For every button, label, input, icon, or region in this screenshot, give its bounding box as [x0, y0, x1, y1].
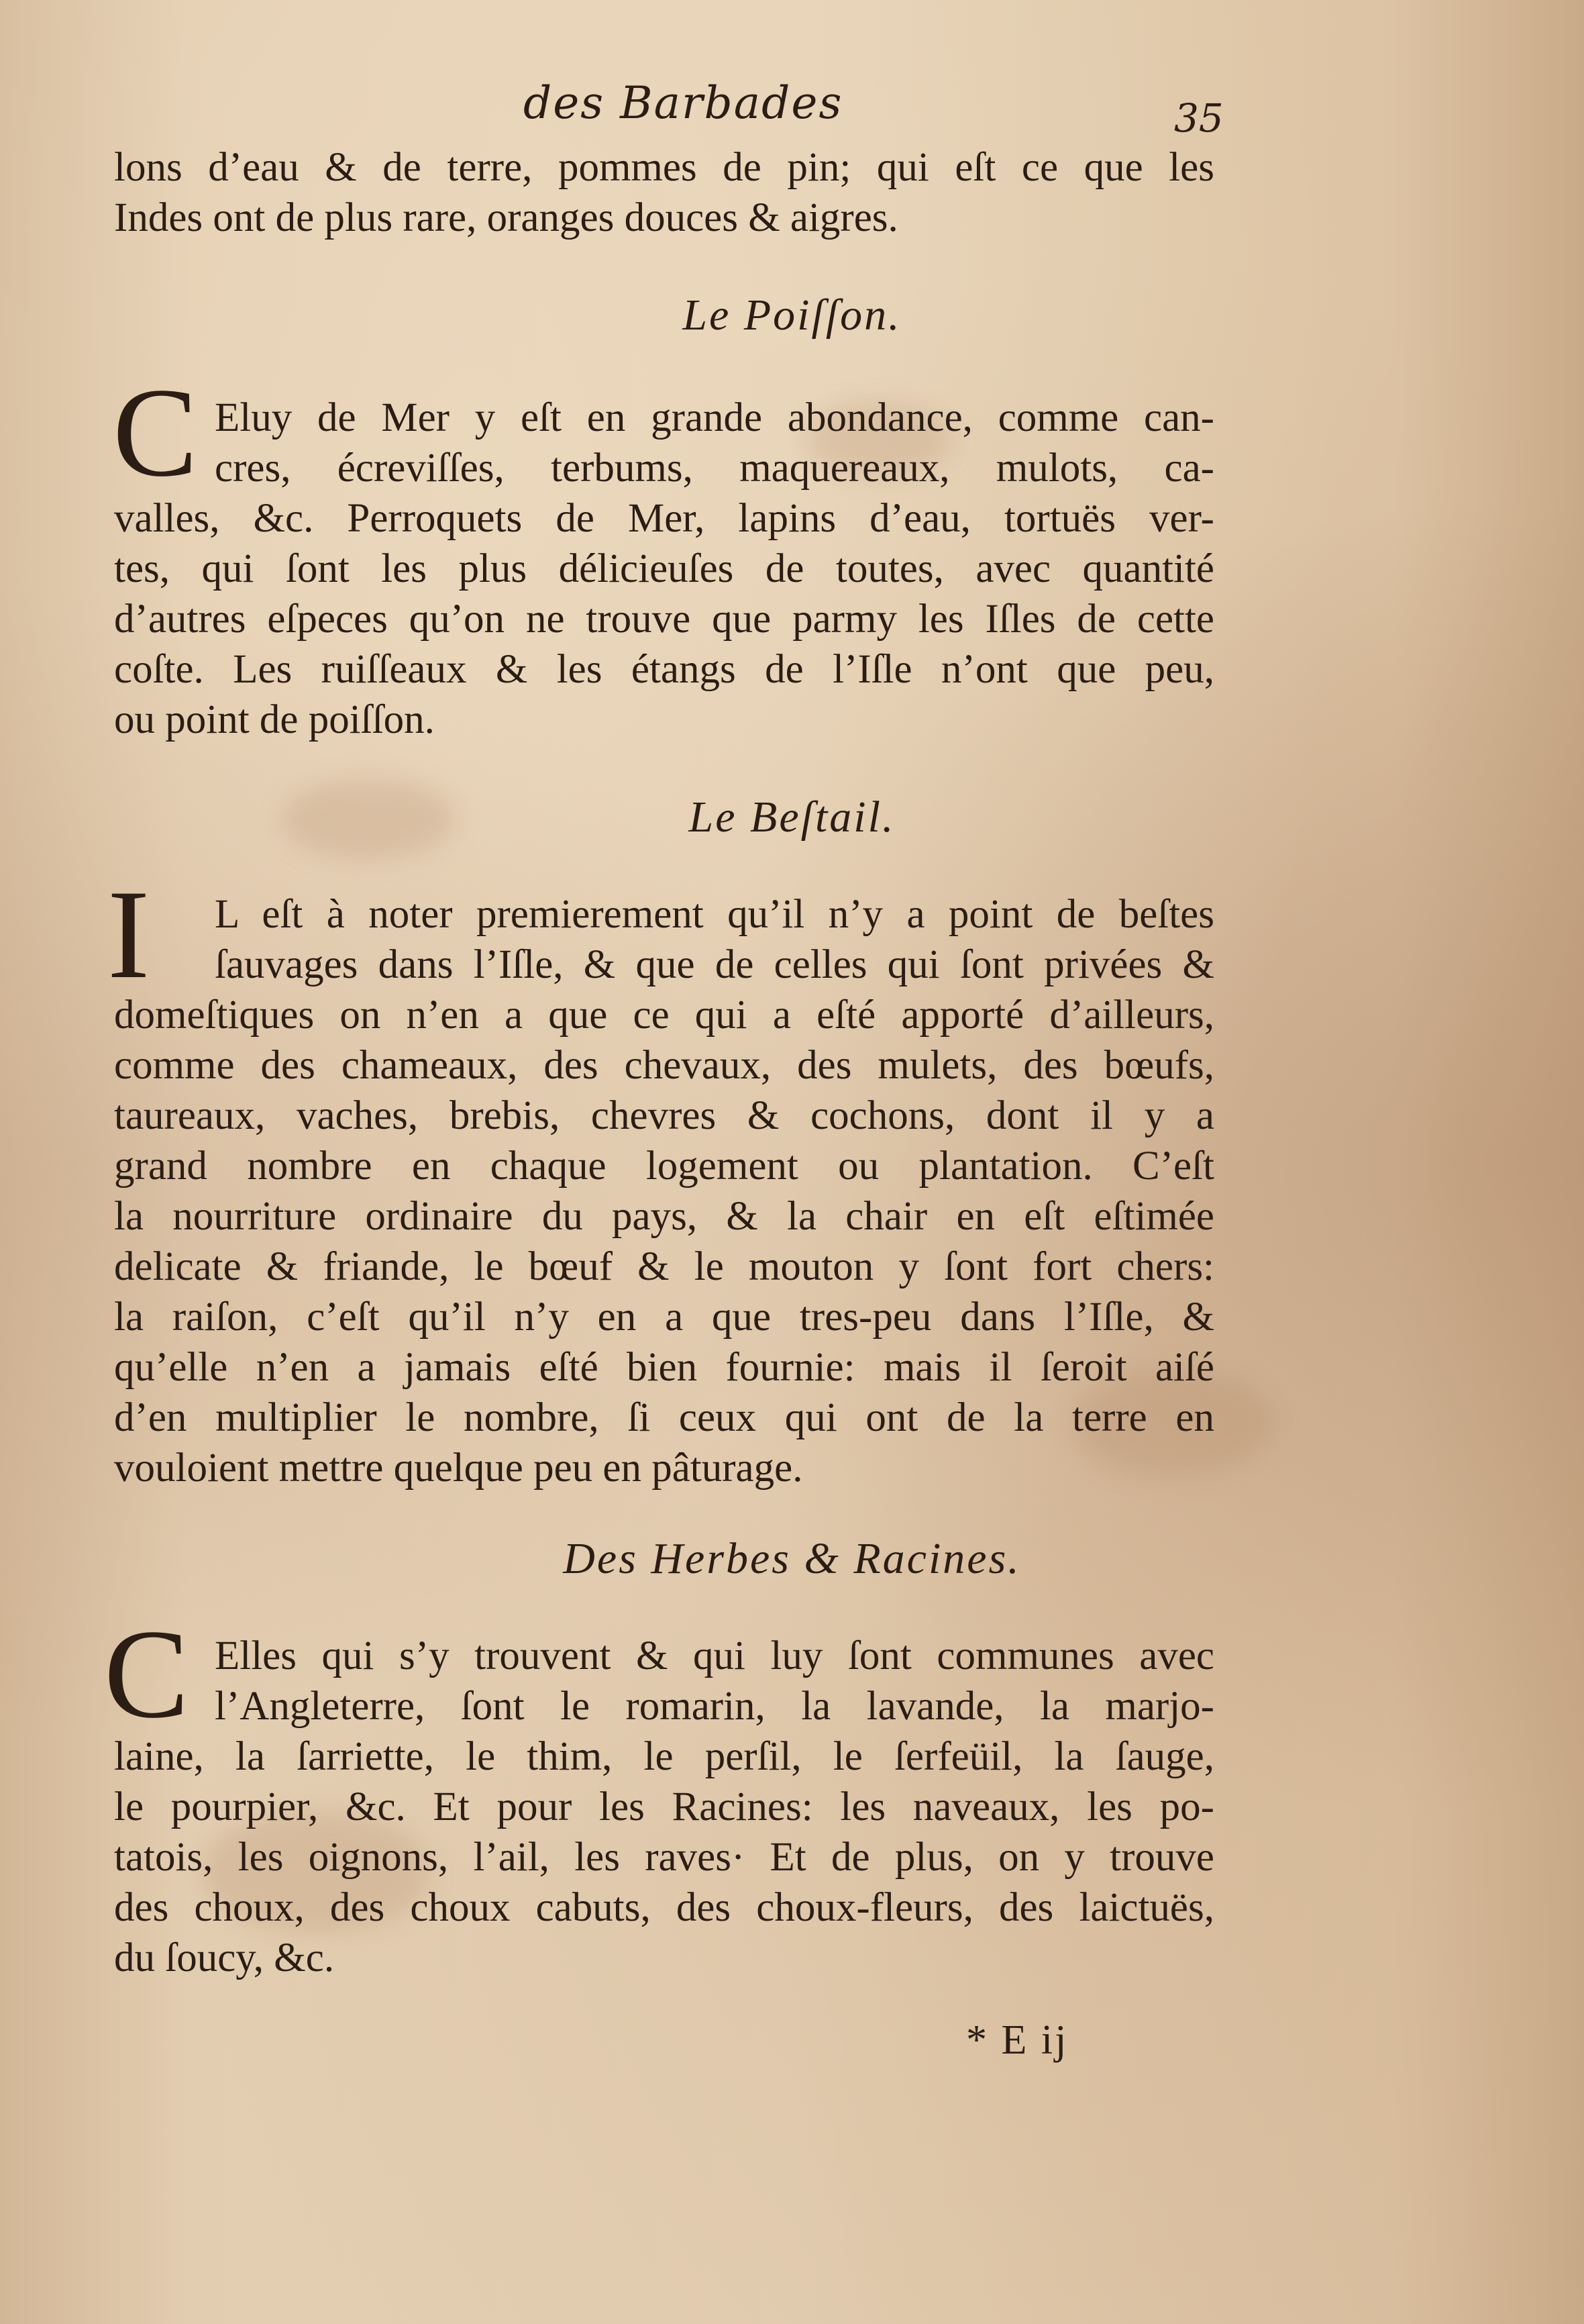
text-line: ou point de poiſſon.	[114, 697, 435, 742]
text-line: cres, écreviſſes, terbums, maquereaux, mulots, ca-	[215, 446, 1214, 491]
text-line: valles, &c. Perroquets de Mer, lapins d’eau, tortuës ver-	[114, 496, 1214, 541]
text-line: L eſt à noter premierement qu’il n’y a point de beſtes	[215, 892, 1214, 937]
text-line: vouloient mettre quelque peu en pâturage.	[114, 1446, 803, 1491]
text-line: domeſtiques on n’en a que ce qui a eſté apporté d’ailleurs,	[114, 993, 1214, 1038]
text-line: delicate & friande, le bœuf & le mouton y ſont fort chers:	[114, 1244, 1214, 1289]
text-line: grand nombre en chaque logement ou plantation. C’eſt	[114, 1144, 1214, 1189]
drop-cap: I	[107, 864, 150, 1005]
text-line: comme des chameaux, des chevaux, des mulets, des bœufs,	[114, 1043, 1214, 1088]
text-line: Indes ont de plus rare, oranges douces & aigres.	[114, 195, 898, 240]
text-line: l’Angleterre, ſont le romarin, la lavande, la marjo-	[215, 1684, 1214, 1729]
text-line: d’en multiplier le nombre, ſi ceux qui ont de la terre en	[114, 1395, 1214, 1440]
text-line: ſauvages dans l’Iſle, & que de celles qui ſont privées &	[215, 942, 1214, 987]
paragraph-herbes	[114, 1631, 1214, 1983]
text-line: tatois, les oignons, l’ail, les raves· Et de plus, on y trouve	[114, 1835, 1214, 1880]
drop-cap: C	[104, 1604, 189, 1745]
text-line: coſte. Les ruiſſeaux & les étangs de l’Iſle n’ont que peu,	[114, 647, 1214, 692]
paragraph-bestail	[114, 889, 1214, 1493]
drop-cap: C	[113, 362, 198, 503]
text-line: du ſoucy, &c.	[114, 1935, 335, 1980]
opening-paragraph	[114, 142, 1214, 243]
signature-mark: * E ij	[966, 2017, 1069, 2063]
text-line: qu’elle n’en a jamais eſté bien fournie: mais il ſeroit aiſé	[114, 1345, 1214, 1390]
section-heading-bestail: Le Beſtail.	[688, 793, 896, 842]
text-line: la raiſon, c’eſt qu’il n’y en a que tres-peu dans l’Iſle, &	[114, 1295, 1214, 1340]
page-number: 35	[1174, 95, 1224, 141]
section-heading-herbes: Des Herbes & Racines.	[563, 1534, 1021, 1583]
text-line: taureaux, vaches, brebis, chevres & cochons, dont il y a	[114, 1093, 1214, 1138]
text-line: le pourpier, &c. Et pour les Racines: les naveaux, les po-	[114, 1784, 1214, 1829]
text-line: laine, la ſarriette, le thim, le perſil, le ſerfeüil, la ſauge,	[114, 1734, 1214, 1779]
text-line: Eluy de Mer y eſt en grande abondance, comme can-	[215, 395, 1214, 440]
text-line: Elles qui s’y trouvent & qui luy ſont communes avec	[215, 1633, 1214, 1678]
running-head: des Barbades	[523, 77, 843, 129]
section-heading-poisson: Le Poiſſon.	[682, 291, 902, 340]
text-line: d’autres eſpeces qu’on ne trouve que parmy les Iſles de cette	[114, 597, 1214, 642]
text-line: lons d’eau & de terre, pommes de pin; qui eſt ce que les	[114, 145, 1214, 190]
paragraph-poisson	[114, 393, 1214, 745]
text-line: des choux, des choux cabuts, des choux-fleurs, des laictuës,	[114, 1885, 1214, 1930]
text-line: tes, qui ſont les plus délicieuſes de toutes, avec quantité	[114, 546, 1214, 591]
text-line: la nourriture ordinaire du pays, & la chair en eſt eſtimée	[114, 1194, 1214, 1239]
